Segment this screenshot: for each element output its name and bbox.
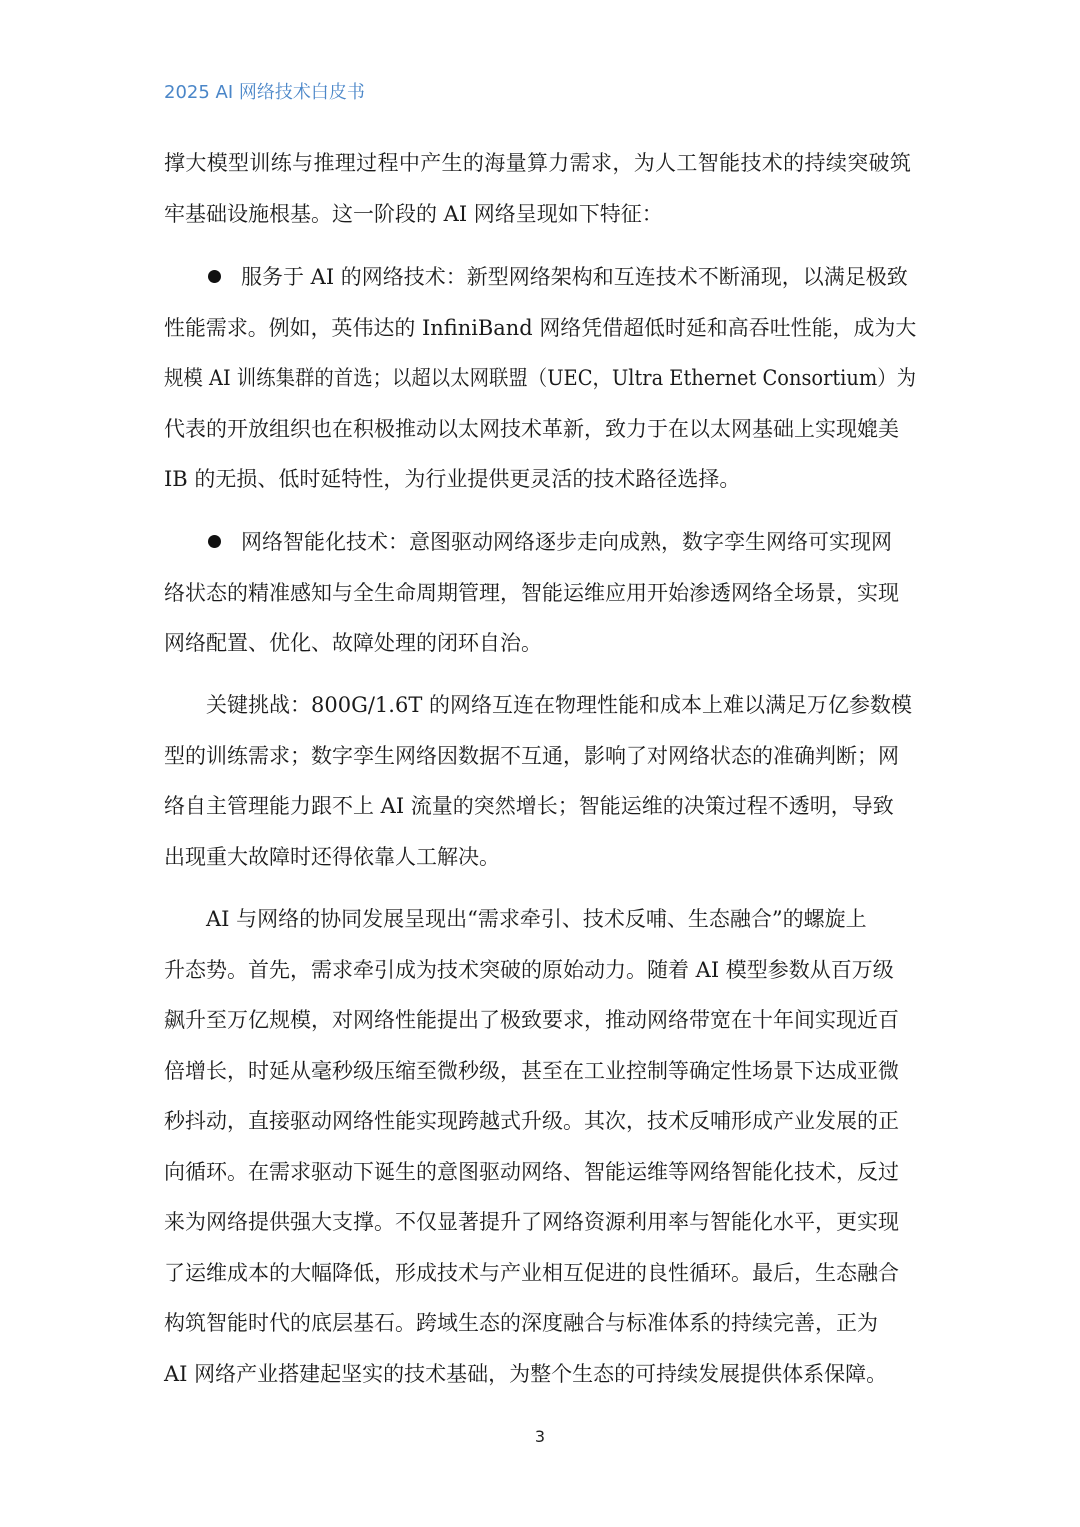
text-line: 规模 AI 训练集群的首选；以超以太网联盟（UEC，Ultra Ethernet Consortium）为 — [164, 366, 917, 390]
text-line: 倍增长，时延从毫秒级压缩至微秒级，甚至在工业控制等确定性场景下达成亚微 — [164, 1058, 899, 1083]
synergy-paragraph — [164, 894, 916, 1399]
text-line: 构筑智能时代的底层基石。跨域生态的深度融合与标准体系的持续完善，正为 — [164, 1311, 878, 1335]
text-line: 撑大模型训练与推理过程中产生的海量算力需求，为人工智能技术的持续突破筑 — [164, 151, 912, 175]
bullet-icon — [208, 535, 221, 548]
text-line: 服务于 AI 的网络技术：新型网络架构和互连技术不断涌现，以满足极致 — [241, 265, 908, 289]
bullet-first-line — [164, 252, 916, 303]
text-line: 关键挑战：800G/1.6T 的网络互连在物理性能和成本上难以满足万亿参数模 — [206, 693, 913, 717]
text-line: IB 的无损、低时延特性，为行业提供更灵活的技术路径选择。 — [164, 467, 741, 491]
text-line: 升态势。首先，需求牵引成为技术突破的原始动力。随着 AI 模型参数从百万级 — [164, 957, 894, 982]
text-line: 性能需求。例如，英伟达的 InfiniBand 网络凭借超低时延和高吞吐性能，成为大 — [164, 315, 917, 340]
bullet-first-line — [164, 517, 916, 568]
text-line: AI 网络产业搭建起坚实的技术基础，为整个生态的可持续发展提供体系保障。 — [164, 1361, 888, 1386]
text-line: 了运维成本的大幅降低，形成技术与产业相互促进的良性循环。最后，生态融合 — [164, 1260, 899, 1285]
bullet-ai-network-tech — [164, 252, 916, 505]
text-line: 牢基础设施根基。这一阶段的 AI 网络呈现如下特征： — [164, 201, 663, 226]
text-line: 出现重大故障时还得依靠人工解决。 — [164, 844, 500, 869]
text-line: 向循环。在需求驱动下诞生的意图驱动网络、智能运维等网络智能化技术，反过 — [164, 1159, 899, 1184]
text-line: 网络配置、优化、故障处理的闭环自治。 — [164, 631, 542, 655]
text-line: 飙升至万亿规模，对网络性能提出了极致要求，推动网络带宽在十年间实现近百 — [164, 1008, 899, 1032]
text-line: 络自主管理能力跟不上 AI 流量的突然增长；智能运维的决策过程不透明，导致 — [164, 794, 894, 818]
text-line: 型的训练需求；数字孪生网络因数据不互通，影响了对网络状态的准确判断；网 — [164, 743, 899, 768]
running-header: 2025 AI 网络技术白皮书 — [164, 82, 365, 103]
text-line: 来为网络提供强大支撑。不仅显著提升了网络资源利用率与智能化水平，更实现 — [164, 1210, 899, 1234]
page-number: 3 — [534, 1427, 546, 1446]
text-line: 代表的开放组织也在积极推动以太网技术革新，致力于在以太网基础上实现媲美 — [164, 416, 899, 441]
text-line: AI 与网络的协同发展呈现出“需求牵引、技术反哺、生态融合”的螺旋上 — [206, 907, 867, 931]
text-line: 络状态的精准感知与全生命周期管理，智能运维应用开始渗透网络全场景，实现 — [164, 580, 899, 605]
text-line: 秒抖动，直接驱动网络性能实现跨越式升级。其次，技术反哺形成产业发展的正 — [164, 1109, 899, 1133]
bullet-network-intelligence — [164, 517, 916, 669]
text-line: 网络智能化技术：意图驱动网络逐步走向成熟，数字孪生网络可实现网 — [241, 530, 892, 554]
intro-paragraph — [164, 138, 916, 239]
bullet-icon — [208, 270, 221, 283]
key-challenges-paragraph — [164, 680, 916, 882]
